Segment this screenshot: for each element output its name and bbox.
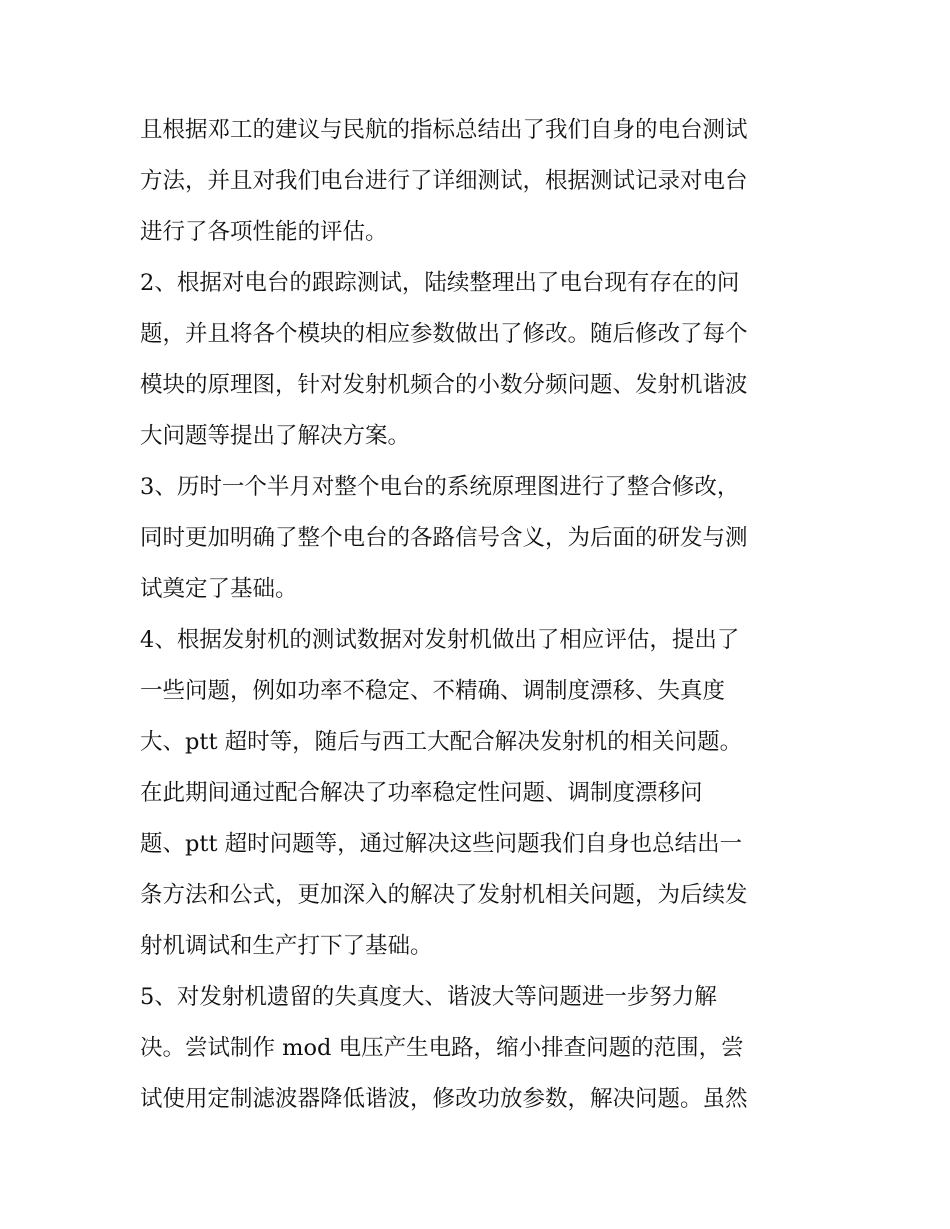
- text-line: 题、ptt 超时问题等，通过解决这些问题我们自身也总结出一: [140, 831, 743, 857]
- text-line: 且根据邓工的建议与民航的指标总结出了我们自身的电台测试: [140, 117, 748, 143]
- text-line: 4、根据发射机的测试数据对发射机做出了相应评估，提出了: [140, 627, 740, 653]
- text-line: 2、根据对电台的跟踪测试，陆续整理出了电台现有存在的问: [140, 270, 740, 296]
- text-line: 大、ptt 超时等，随后与西工大配合解决发射机的相关问题。: [140, 729, 743, 755]
- document-body: [140, 108, 820, 1128]
- text-line: 在此期间通过配合解决了功率稳定性问题、调制度漂移问: [140, 780, 703, 806]
- text-line: 大问题等提出了解决方案。: [140, 423, 411, 449]
- text-line: 射机调试和生产打下了基础。: [140, 933, 433, 959]
- text-line: 方法，并且对我们电台进行了详细测试，根据测试记录对电台: [140, 168, 748, 194]
- text-line: 一些问题，例如功率不稳定、不精确、调制度漂移、失真度: [140, 678, 726, 704]
- text-line: 5、对发射机遗留的失真度大、谐波大等问题进一步努力解: [140, 984, 717, 1010]
- text-line: 进行了各项性能的评估。: [140, 219, 388, 245]
- text-line: 决。尝试制作 mod 电压产生电路，缩小排查问题的范围，尝: [140, 1035, 744, 1061]
- text-line: 题，并且将各个模块的相应参数做出了修改。随后修改了每个: [140, 321, 748, 347]
- text-line: 试奠定了基础。: [140, 576, 298, 602]
- text-line: 模块的原理图，针对发射机频合的小数分频问题、发射机谐波: [140, 372, 748, 398]
- text-line: 试使用定制滤波器降低谐波，修改功放参数，解决问题。虽然: [140, 1086, 748, 1112]
- text-line: 条方法和公式，更加深入的解决了发射机相关问题，为后续发: [140, 882, 748, 908]
- text-line: 同时更加明确了整个电台的各路信号含义，为后面的研发与测: [140, 525, 748, 551]
- text-line: 3、历时一个半月对整个电台的系统原理图进行了整合修改，: [140, 474, 740, 500]
